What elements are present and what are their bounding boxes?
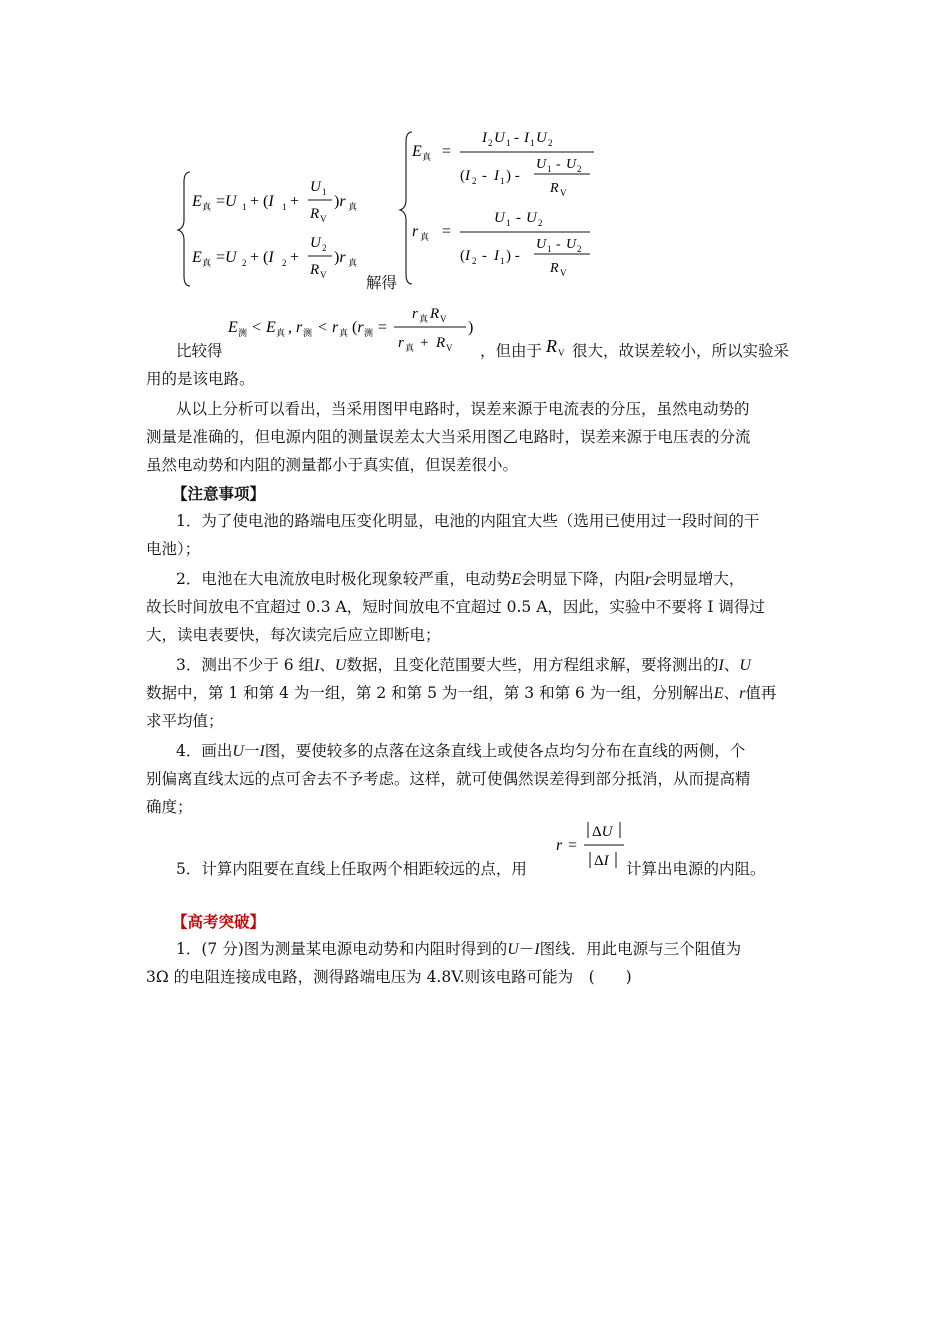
svg-text:V: V bbox=[320, 270, 327, 280]
svg-text:I: I bbox=[494, 168, 499, 184]
svg-text:1: 1 bbox=[547, 164, 552, 174]
svg-text:r: r bbox=[412, 306, 418, 322]
note-3-line-1: 3．测出不少于 6 组I、U数据，且变化范围要大些，用方程组求解，要将测出的I、U bbox=[176, 656, 751, 674]
svg-text:(I: (I bbox=[460, 248, 470, 264]
svg-text:+: + bbox=[290, 193, 300, 210]
svg-text:I: I bbox=[482, 130, 487, 146]
svg-text:真: 真 bbox=[419, 314, 429, 324]
analysis-line-1: 从以上分析可以看出，当采用图甲电路时，误差来源于电流表的分压，虽然电动势的 bbox=[176, 400, 750, 418]
svg-text:V: V bbox=[320, 214, 327, 224]
svg-text:2: 2 bbox=[577, 164, 582, 174]
svg-text:r: r bbox=[556, 837, 563, 854]
svg-text:U: U bbox=[536, 130, 547, 146]
svg-text:2: 2 bbox=[282, 258, 287, 268]
svg-text:E: E bbox=[192, 249, 202, 266]
svg-text:R: R bbox=[436, 335, 446, 351]
svg-text:1: 1 bbox=[530, 138, 535, 148]
svg-text:(I: (I bbox=[460, 168, 470, 184]
svg-text:R: R bbox=[310, 262, 320, 278]
compare-lead: 比较得 bbox=[176, 342, 223, 360]
svg-text:真: 真 bbox=[348, 202, 358, 212]
note-4-line-3: 确度； bbox=[146, 798, 193, 816]
svg-text:I: I bbox=[494, 248, 499, 264]
note-3-line-2: 数据中，第 1 和第 4 为一组，第 2 和第 5 为一组，第 3 和第 6 为一组，分别解出E、r值再 bbox=[146, 684, 777, 702]
solve-label: 解得 bbox=[366, 274, 398, 292]
compare-text2: 很大，故误差较小，所以实验采 bbox=[572, 342, 790, 360]
svg-text:=U: =U bbox=[216, 193, 237, 210]
svg-text:r: r bbox=[296, 319, 303, 336]
svg-text:,: , bbox=[288, 319, 292, 336]
svg-text:R: R bbox=[550, 261, 559, 276]
svg-text:真: 真 bbox=[405, 343, 415, 353]
svg-text:U: U bbox=[494, 130, 505, 146]
svg-text:U: U bbox=[566, 157, 577, 172]
svg-text:2: 2 bbox=[472, 256, 477, 266]
svg-text:U: U bbox=[536, 237, 547, 252]
svg-text:) -: ) - bbox=[506, 168, 520, 184]
svg-text:I: I bbox=[524, 130, 529, 146]
svg-text:U: U bbox=[310, 235, 321, 251]
svg-text:ΔU: ΔU bbox=[592, 824, 613, 840]
svg-text:V: V bbox=[440, 314, 447, 324]
compare-text: ，但由于 bbox=[480, 342, 543, 360]
svg-text:U: U bbox=[536, 157, 547, 172]
svg-text:+ (I: + (I bbox=[250, 249, 274, 266]
svg-text:U: U bbox=[494, 210, 505, 226]
svg-text:2: 2 bbox=[322, 243, 327, 253]
note-3-line-3: 求平均值； bbox=[146, 712, 224, 730]
svg-text:真: 真 bbox=[348, 258, 358, 268]
note-4-line-2: 别偏离直线太远的点可舍去不予考虑。这样，就可使偶然误差得到部分抵消，从而提高精 bbox=[146, 770, 751, 788]
svg-text:r: r bbox=[412, 223, 419, 240]
delta-ratio-formula bbox=[554, 818, 634, 876]
svg-text:+: + bbox=[290, 249, 300, 266]
svg-text:) -: ) - bbox=[506, 248, 520, 264]
equation-system-left bbox=[170, 120, 410, 290]
note-2-line-3: 大，读电表要快，每次读完后应立即断电； bbox=[146, 626, 441, 644]
svg-text:V: V bbox=[560, 268, 567, 278]
svg-text:=: = bbox=[442, 143, 452, 160]
svg-text:)r: )r bbox=[334, 193, 346, 210]
svg-text:E: E bbox=[192, 193, 202, 210]
svg-text:<: < bbox=[252, 319, 262, 336]
svg-text:1: 1 bbox=[282, 202, 287, 212]
svg-text:真: 真 bbox=[202, 258, 212, 268]
svg-text:E: E bbox=[266, 319, 276, 336]
svg-text:测: 测 bbox=[238, 328, 248, 338]
svg-text:1: 1 bbox=[506, 218, 511, 228]
svg-text:U: U bbox=[310, 179, 321, 195]
svg-text:ΔI: ΔI bbox=[594, 853, 609, 869]
svg-text:1: 1 bbox=[500, 256, 505, 266]
svg-text:1: 1 bbox=[242, 202, 247, 212]
note-2-line-2: 故长时间放电不宜超过 0.3 A，短时间放电不宜超过 0.5 A，因此，实验中不要将 I 调得过 bbox=[146, 598, 765, 616]
svg-text:-: - bbox=[556, 237, 561, 252]
svg-text:2: 2 bbox=[538, 218, 543, 228]
note-4-line-1: 4．画出U一I图，要使较多的点落在这条直线上或使各点均匀分布在直线的两侧，个 bbox=[176, 742, 746, 760]
comparison-formula bbox=[226, 300, 486, 360]
svg-text:真: 真 bbox=[202, 202, 212, 212]
svg-text:V: V bbox=[560, 188, 567, 198]
analysis-line-2: 测量是准确的，但电源内阻的测量误差太大当采用图乙电路时，误差来源于电压表的分流 bbox=[146, 428, 751, 446]
note-1-line-1: 1．为了使电池的路端电压变化明显，电池的内阻宜大些（选用已使用过一段时间的干 bbox=[176, 512, 760, 530]
svg-text:R: R bbox=[550, 181, 559, 196]
svg-text:=: = bbox=[378, 319, 388, 336]
question-1-line-2: 3Ω 的电阻连接成电路，测得路端电压为 4.8V.则该电路可能为 ( ) bbox=[146, 968, 632, 986]
svg-text:1: 1 bbox=[500, 176, 505, 186]
svg-text:2: 2 bbox=[488, 138, 493, 148]
svg-text:V: V bbox=[446, 343, 453, 353]
svg-text:测: 测 bbox=[303, 328, 313, 338]
rv-symbol bbox=[544, 332, 574, 360]
svg-text:+: + bbox=[420, 335, 429, 351]
note-2-line-1: 2．电池在大电流放电时极化现象较严重，电动势E会明显下降，内阻r会明显增大， bbox=[176, 570, 745, 588]
notes-heading: 【注意事项】 bbox=[172, 484, 266, 503]
svg-text:+ (I: + (I bbox=[250, 193, 274, 210]
svg-text:R: R bbox=[546, 336, 557, 356]
svg-text:V: V bbox=[558, 348, 565, 358]
compare-line2: 用的是该电路。 bbox=[146, 370, 255, 388]
note-1-line-2: 电池）； bbox=[146, 540, 201, 558]
svg-text:测: 测 bbox=[364, 328, 374, 338]
svg-text:R: R bbox=[430, 306, 440, 322]
svg-text:U: U bbox=[526, 210, 537, 226]
svg-text:-: - bbox=[556, 157, 561, 172]
svg-text:1: 1 bbox=[506, 138, 511, 148]
svg-text:(r: (r bbox=[352, 319, 364, 336]
svg-text:-: - bbox=[516, 210, 521, 226]
svg-text:=U: =U bbox=[216, 249, 237, 266]
svg-text:): ) bbox=[468, 319, 474, 336]
question-1-line-1: 1．(7 分)图为测量某电源电动势和内阻时得到的U－I图线．用此电源与三个阻值为 bbox=[176, 940, 742, 958]
svg-text:r: r bbox=[398, 335, 404, 351]
svg-text:真: 真 bbox=[339, 328, 349, 338]
svg-text:)r: )r bbox=[334, 249, 346, 266]
note-5-text: 5．计算内阻要在直线上任取两个相距较远的点，用 bbox=[176, 860, 527, 878]
equation-system-right bbox=[398, 124, 618, 294]
svg-text:1: 1 bbox=[322, 187, 327, 197]
svg-text:=: = bbox=[442, 223, 452, 240]
svg-text:真: 真 bbox=[420, 232, 430, 242]
svg-text:-: - bbox=[482, 248, 487, 264]
svg-text:2: 2 bbox=[548, 138, 553, 148]
svg-text:-: - bbox=[482, 168, 487, 184]
analysis-line-3: 虽然电动势和内阻的测量都小于真实值，但误差很小。 bbox=[146, 456, 519, 474]
svg-text:E: E bbox=[412, 143, 422, 160]
svg-text:真: 真 bbox=[422, 152, 432, 162]
svg-text:2: 2 bbox=[577, 244, 582, 254]
note-5-tail: 计算出电源的内阻。 bbox=[626, 860, 766, 878]
svg-text:2: 2 bbox=[472, 176, 477, 186]
svg-text:2: 2 bbox=[242, 258, 247, 268]
svg-text:U: U bbox=[566, 237, 577, 252]
svg-text:=: = bbox=[568, 837, 578, 854]
svg-text:R: R bbox=[310, 206, 320, 222]
svg-text:E: E bbox=[228, 319, 238, 336]
svg-text:1: 1 bbox=[547, 244, 552, 254]
svg-text:<: < bbox=[318, 319, 328, 336]
svg-text:真: 真 bbox=[276, 328, 286, 338]
svg-text:-: - bbox=[514, 130, 519, 146]
breakthrough-heading: 【高考突破】 bbox=[172, 912, 266, 931]
svg-text:r: r bbox=[332, 319, 339, 336]
